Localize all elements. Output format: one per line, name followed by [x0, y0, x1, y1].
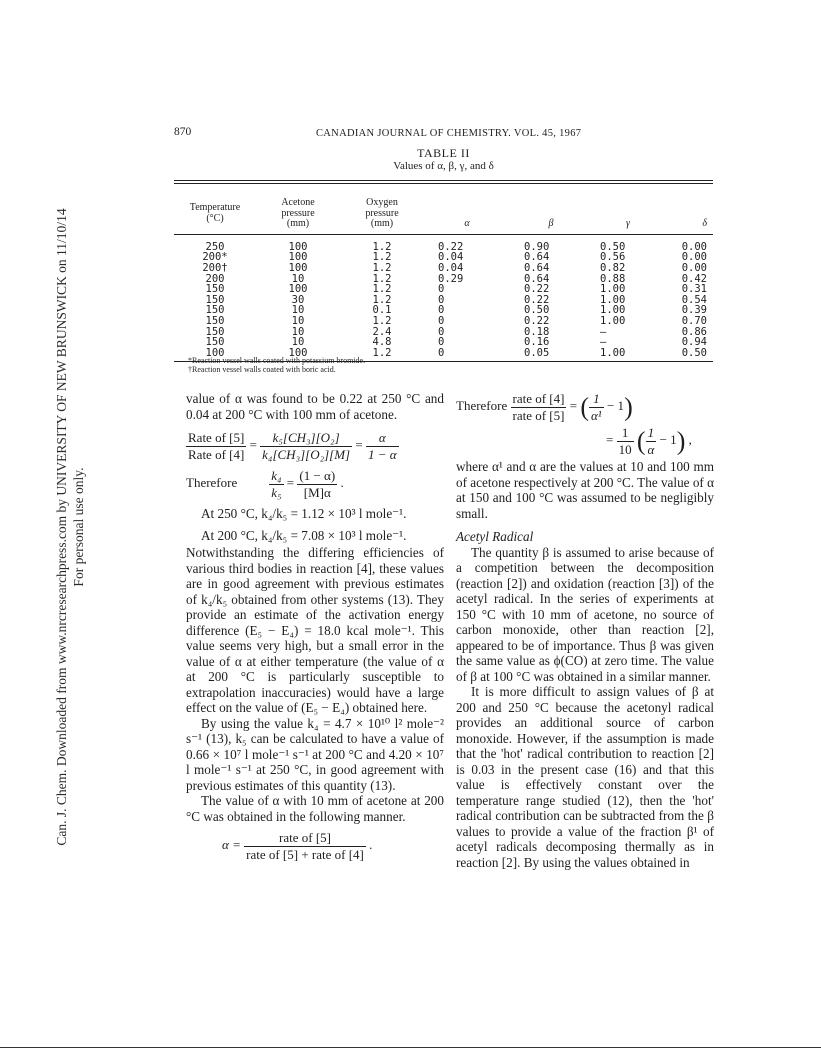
table-cell: 1.2	[372, 261, 392, 274]
table-cell: 0.56	[600, 251, 626, 264]
eq5-paren-tail: − 1	[659, 431, 677, 447]
table-cell: 0.64	[524, 261, 550, 274]
header-acetone: Acetone pressure (mm)	[281, 197, 315, 230]
table-cell: 200	[205, 272, 225, 285]
table-cell: 0.04	[438, 251, 464, 264]
table-cell: 1.2	[372, 314, 392, 327]
table-cell: 30	[291, 293, 305, 306]
eq3-den: rate of [5] + rate of [4]	[246, 846, 364, 862]
eq1-lhs-den: Rate of [4]	[188, 446, 245, 462]
eq4-paren-tail: − 1	[606, 397, 625, 413]
paragraph-efficiencies: Notwithstanding the differing efficiencies of various third bodies in reaction [4], these values are in good agreement with previous estimates of k₄/k₅ obtained from other systems (13). They provide an estimate of the activation energy difference (E₅ − E₄) = 18.0 kcal mole⁻¹. This value seems very high, but a small error in the value of α at either temperature (the value of α at 200 °C is particularly susceptible to extrapolation inaccuracies) would have a large effect on the value of (E₅ − E₄) obtained here.	[186, 545, 444, 715]
equation-therefore-rate: Therefore $\frac{\text{rate of [4]}}{\text{rate of [5]}}$ = ( $\frac{1}{\text{α¹}}$ − 1)	[456, 391, 633, 423]
header-temperature: Temperature (°C)	[189, 202, 241, 224]
table-cell: 0.22	[524, 283, 550, 296]
eq2-lhs-den: k₅	[271, 484, 282, 500]
table-cell: 0.70	[681, 314, 707, 327]
table-cell: 0	[438, 325, 445, 338]
table-cell: 0.86	[681, 325, 707, 338]
table-cell: 1.2	[372, 272, 392, 285]
eq1-lhs-num: Rate of [5]	[188, 430, 245, 445]
table-footnote-2: †Reaction vessel walls coated with boric acid.	[188, 365, 336, 374]
table-cell: 4.8	[372, 336, 392, 349]
table-cell: 1.00	[600, 304, 626, 317]
eq4-label: Therefore	[456, 397, 508, 413]
table-cell: 10	[291, 336, 305, 349]
equation-k4-k5: Therefore $\frac{\text{k₄}}{\text{k₅}}$ = $\frac{(1 - \alpha)}{[M]\alpha}$ .	[186, 468, 344, 500]
table-cell: 0.50	[600, 240, 626, 253]
paragraph-beta-competition: The quantity β is assumed to arise because of a competition between the decomposition (reaction [2]) and oxidation (reaction [3]) of the acetyl radical. In the series of experiments at 150 °C with 10 mm of acetone, no source of carbon monoxide, other than reaction [2], appeared to be of importance. Thus β was given the same value as ϕ(CO) at zero time. The value of β at 100 °C was obtained in a similar manner.	[456, 544, 714, 684]
table-cell: 1.00	[600, 293, 626, 306]
paragraph-beta-assign: It is more difficult to assign values of β at 200 and 250 °C because the acetonyl radical provides an additional source of carbon monoxide. However, if the assumption is made that the 'hot' radical contribution to reaction [2] is 0.03 in the present case (16) and that this value is effectively constant over the temperature range studied (12), then the 'hot' radical contribution can be subtracted from the β values to provide a value of the fraction β¹ of acetyl radicals decomposing thermally as in reaction [2]. By using the values obtained in	[456, 684, 714, 870]
table-cell: 0.64	[524, 251, 550, 264]
header-gamma: γ	[626, 218, 630, 230]
table-cell: 200†	[202, 261, 228, 274]
eq5-paren-den: α	[647, 441, 655, 457]
table-cell: 150	[205, 304, 225, 317]
table-cell: 0.29	[438, 272, 464, 285]
table-cell: 1.00	[600, 283, 626, 296]
table-cell: 10	[291, 272, 305, 285]
data-table	[174, 198, 713, 362]
eq1-mid-den: k₄[CH₃][O₂][M]	[262, 446, 351, 462]
table-cell: 0.00	[681, 240, 707, 253]
running-title: CANADIAN JOURNAL OF CHEMISTRY. VOL. 45, 1967	[316, 128, 582, 139]
header-beta: β	[548, 218, 554, 230]
table-cell: 0.50	[681, 346, 707, 359]
header-oxygen: Oxygen pressure (mm)	[365, 197, 399, 230]
table-top-rule	[174, 180, 713, 181]
eq2-rhs-den: [M]α	[303, 484, 331, 500]
eq4-lhs-den: rate of [5]	[512, 407, 565, 423]
table-cell: 1.2	[372, 293, 392, 306]
table-cell: 0.1	[372, 304, 392, 317]
equation-alpha: α = $\frac{\text{rate of [5]}}{\text{rate of [5] + rate of [4]}}$ .	[222, 830, 373, 862]
table-cell: 1.00	[600, 314, 626, 327]
table-cell: 0.04	[438, 261, 464, 274]
table-cell: 0.39	[681, 304, 707, 317]
eq4-lhs-num: rate of [4]	[512, 391, 565, 406]
table-cell: 250	[205, 240, 225, 253]
eq5-coef-num: 1	[617, 425, 634, 442]
eq2-rhs-num: (1 − α)	[299, 468, 336, 483]
table-cell: 0.05	[524, 346, 550, 359]
table-cell: 1.2	[372, 346, 392, 359]
table-cell: 0.82	[600, 261, 626, 274]
table-cell: 150	[205, 336, 225, 349]
table-cell: 0.22	[524, 314, 550, 327]
download-notice-line1: Can. J. Chem. Downloaded from www.nrcresearchpress.com by UNIVERSITY OF NEW BRUNSWICK on 11/10/14	[54, 208, 69, 846]
table-label: TABLE II	[417, 146, 470, 160]
table-cell: 2.4	[372, 325, 392, 338]
table-cell: 10	[291, 314, 305, 327]
paragraph-k5: By using the value k₄ = 4.7 × 10¹⁰ l² mole⁻² s⁻¹ (13), k₅ can be calculated to have a value of 0.66 × 10⁷ l mole⁻¹ s⁻¹ at 200 °C and 4.20 × 10⁷ l mole⁻¹ s⁻¹ at 250 °C, in good agreement with previous estimates of this quantity (13).	[186, 715, 444, 793]
table-cell: 0.16	[524, 336, 550, 349]
table-caption: Values of α, β, γ, and δ	[393, 160, 494, 172]
eq3-num: rate of [5]	[244, 830, 366, 847]
table-cell: 0	[438, 283, 445, 296]
eq5-coef-den: 10	[618, 441, 632, 457]
table-cell: 0.00	[681, 251, 707, 264]
table-cell: 100	[288, 261, 308, 274]
table-cell: 100	[288, 346, 308, 359]
page-number: 870	[174, 126, 192, 138]
table-cell: 0.22	[438, 240, 464, 253]
table-cell: —	[600, 325, 607, 338]
table-cell: 0.94	[681, 336, 707, 349]
table-cell: 0	[438, 293, 445, 306]
table-header-row	[174, 198, 713, 230]
paragraph-alpha-method: The value of α with 10 mm of acetone at 200 °C was obtained in the following manner.	[186, 793, 444, 824]
table-cell: 0.00	[681, 261, 707, 274]
table-cell: 1.2	[372, 240, 392, 253]
table-cell: 0.54	[681, 293, 707, 306]
eq5-paren-num: 1	[646, 425, 657, 442]
table-cell: 1.2	[372, 251, 392, 264]
table-cell: 0	[438, 314, 445, 327]
eq2-label: Therefore	[186, 474, 238, 490]
equation-one-tenth: = $\frac{1}{10}$ ( $\frac{1}{\alpha}$ − 1) ,	[606, 425, 692, 457]
eq4-paren-den: α¹	[590, 407, 602, 423]
download-notice	[53, 127, 87, 927]
eq1-rhs-num: α	[366, 430, 399, 447]
intro-paragraph: value of α was found to be 0.22 at 250 °C and 0.04 at 200 °C with 100 mm of acetone.	[186, 391, 444, 422]
table-cell: 100	[205, 346, 225, 359]
table-cell: 100	[288, 240, 308, 253]
equation-rate-ratio: $\frac{\text{Rate of [5]}}{\text{Rate of [4]}}$ = $\frac{\text{k₅[CH₃][O₂]}}{\text{k₄[CH₃][O₂][M]}}$ = $\frac{\alpha}{1 - \alpha}$	[188, 430, 397, 462]
table-cell: 0.88	[600, 272, 626, 285]
table-cell: 0	[438, 304, 445, 317]
table-cell: 150	[205, 325, 225, 338]
table-cell: 0.90	[524, 240, 550, 253]
table-cell: 0	[438, 336, 445, 349]
eq1-rhs-den: 1 − α	[367, 446, 397, 462]
table-cell: 1.2	[372, 283, 392, 296]
eq3-lhs: α =	[222, 836, 241, 852]
eq1-mid-num: k₅[CH₃][O₂]	[260, 430, 352, 447]
table-cell: 200*	[202, 251, 228, 264]
download-notice-line2: For personal use only.	[71, 467, 86, 587]
table-cell: 0.18	[524, 325, 550, 338]
header-alpha: α	[464, 218, 470, 230]
result-250: At 250 °C, k₄/k₅ = 1.12 × 10³ l mole⁻¹.	[201, 506, 407, 521]
eq2-lhs-num: k₄	[271, 468, 282, 483]
table-cell: 0.50	[524, 304, 550, 317]
table-cell: 150	[205, 283, 225, 296]
table-cell: —	[600, 336, 607, 349]
table-cell: 0.42	[681, 272, 707, 285]
table-cell: 150	[205, 293, 225, 306]
table-cell: 10	[291, 304, 305, 317]
table-cell: 150	[205, 314, 225, 327]
table-cell: 100	[288, 251, 308, 264]
table-row	[174, 263, 713, 274]
table-cell: 0.31	[681, 283, 707, 296]
result-200: At 200 °C, k₄/k₅ = 7.08 × 10³ l mole⁻¹.	[201, 527, 407, 543]
table-cell: 100	[288, 283, 308, 296]
table-footnote-1: *Reaction vessel walls coated with potassium bromide.	[188, 356, 366, 365]
paragraph-where: where α¹ and α are the values at 10 and 100 mm of acetone respectively at 200 °C. The value of α at 150 and 100 °C was assumed to be negligibly small.	[456, 459, 715, 521]
header-delta: δ	[702, 218, 707, 230]
table-row	[174, 316, 713, 327]
table-cell: 0	[438, 346, 445, 359]
table-cell: 0.64	[524, 272, 550, 285]
table-cell: 10	[291, 325, 305, 338]
bottom-edge-line	[0, 1047, 821, 1048]
right-column	[456, 391, 714, 870]
left-column	[186, 391, 444, 862]
table-body	[174, 242, 713, 359]
section-heading-acetyl: Acetyl Radical	[456, 529, 534, 544]
table-cell: 1.00	[600, 346, 626, 359]
eq4-paren-num: 1	[589, 391, 604, 408]
table-cell: 0.22	[524, 293, 550, 306]
table-top-rule-2	[174, 183, 713, 184]
